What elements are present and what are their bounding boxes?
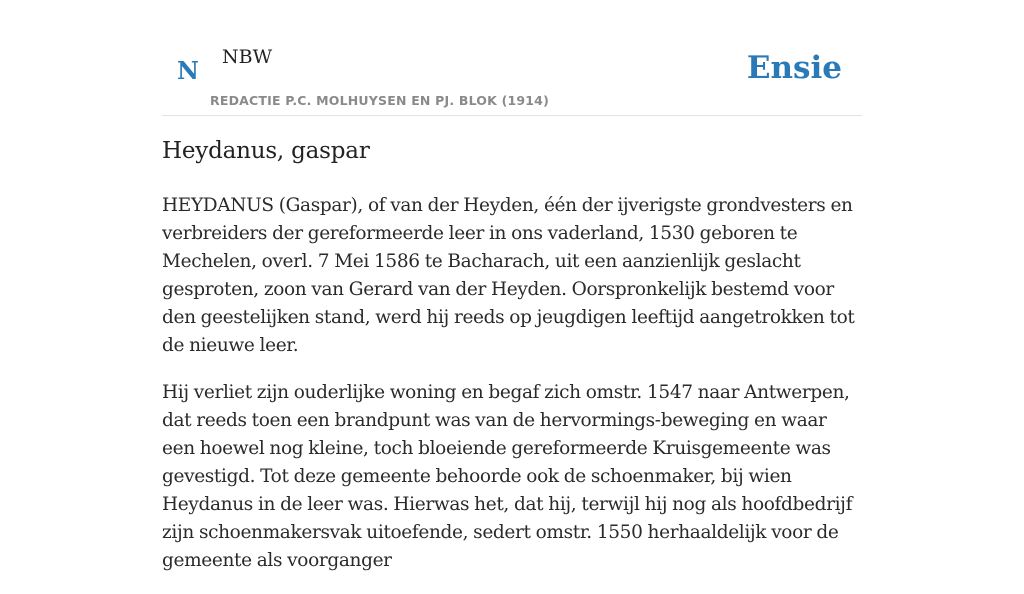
article-title: Heydanus, gaspar bbox=[162, 138, 370, 164]
article-paragraph: Hij verliet zijn ouderlijke woning en begaf zich omstr. 1547 naar Antwerpen, dat reeds toen een brandpunt was van de hervormings-beweging en waar een hoewel nog kleine, toch bloeiende gereformeerde Kruisgemeente was gevestigd. Tot deze gemeente behoorde ook de schoenmaker, bij wien Heydanus in de leer was. Hierwas het, dat hij, terwijl hij nog als hoofdbedrijf zijn schoenmakersvak uitoefende, sedert omstr. 1550 herhaaldelijk voor de gemeente als voorganger bbox=[162, 382, 853, 571]
article-body bbox=[162, 192, 862, 594]
article-paragraph: HEYDANUS (Gaspar), of van der Heyden, één der ijverigste grondvesters en verbreiders der gereformeerde leer in ons vaderland, 1530 geboren te Mechelen, overl. 7 Mei 1586 te Bacharach, uit een aanzienlijk geslacht gesproten, zoon van Gerard van der Heyden. Oorspronkelijk bestemd voor den geestelijken stand, werd hij reeds op jeugdigen leeftijd aangetrokken tot de nieuwe leer. bbox=[162, 195, 855, 356]
brand-logo[interactable]: Ensie bbox=[746, 50, 842, 86]
source-name[interactable]: NBW bbox=[222, 46, 273, 68]
site-header bbox=[162, 30, 862, 116]
source-logo[interactable]: N bbox=[177, 56, 199, 85]
source-editors: REDACTIE P.C. MOLHUYSEN EN PJ. BLOK (1914) bbox=[210, 93, 549, 108]
